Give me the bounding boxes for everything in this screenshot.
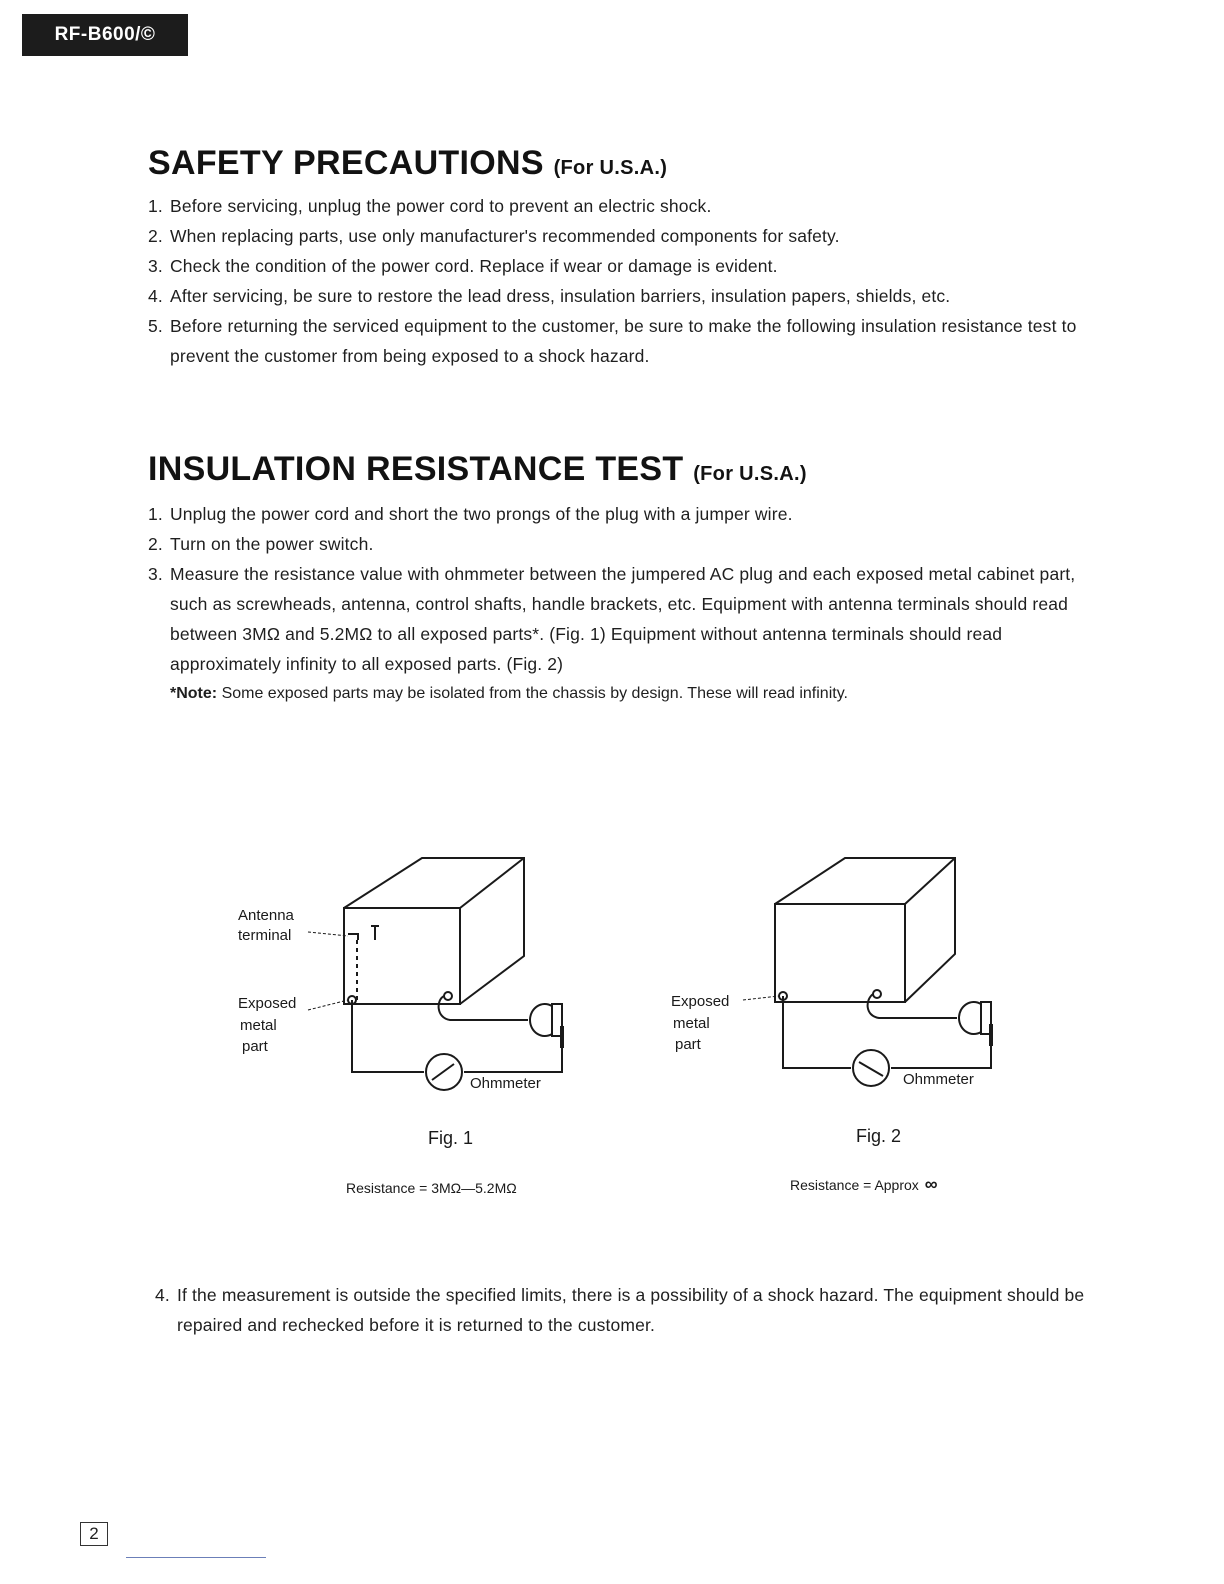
figure-1 — [230, 850, 590, 1110]
insulation-heading — [148, 450, 1098, 489]
list-item: 1. Unplug the power cord and short the two prongs of the plug with a jumper wire. — [148, 504, 793, 524]
safety-heading — [148, 144, 1098, 183]
fig1-exposed-label-1: Exposed — [238, 995, 297, 1012]
note — [148, 681, 1098, 707]
insulation-item-4 — [155, 1280, 1105, 1340]
safety-title: SAFETY PRECAUTIONS — [148, 144, 544, 182]
page-number: 2 — [80, 1522, 108, 1546]
cabinet-front — [775, 904, 905, 1002]
list-item: 4. After servicing, be sure to restore the lead dress, insulation barriers, insulation papers, shields, etc. — [148, 286, 951, 306]
fig1-diagram — [230, 850, 590, 1110]
fig2-exposed-label-1: Exposed — [671, 993, 730, 1010]
fig1-resistance: Resistance = 3MΩ—5.2MΩ — [346, 1180, 517, 1196]
list-item: 5. Before returning the serviced equipment to the customer, be sure to make the following insulation resistance test to prevent the customer from being exposed to a shock hazard. — [148, 316, 1077, 366]
insulation-section — [148, 450, 1098, 707]
fig2-resistance: Resistance = Approx — [790, 1177, 919, 1193]
insulation-title: INSULATION RESISTANCE TEST — [148, 450, 684, 488]
list-item: 3. Check the condition of the power cord. Replace if wear or damage is evident. — [148, 256, 778, 276]
cabinet-front — [344, 908, 460, 1004]
fig1-exposed-label-3: part — [242, 1038, 268, 1055]
note-text: Some exposed parts may be isolated from the chassis by design. These will read infinity. — [221, 685, 848, 702]
safety-section — [148, 144, 1098, 371]
note-label: *Note: — [170, 685, 218, 702]
safety-list — [148, 191, 1098, 371]
fig2-exposed-label-3: part — [675, 1036, 701, 1053]
fig2-ohmmeter-label: Ohmmeter — [903, 1071, 974, 1088]
fig1-ohmmeter-label: Ohmmeter — [470, 1075, 541, 1092]
fig2-diagram — [665, 850, 1025, 1110]
plug-icon — [530, 1004, 552, 1036]
insulation-list-continued — [155, 1280, 1105, 1340]
footer-rule — [126, 1557, 266, 1558]
list-item: 4. If the measurement is outside the specified limits, there is a possibility of a shock hazard. The equipment should be repaired and rechecked before it is returned to the customer. — [155, 1285, 1085, 1335]
list-item: 1. Before servicing, unplug the power cord to prevent an electric shock. — [148, 196, 712, 216]
insulation-list — [148, 499, 1098, 679]
model-tag: RF-B600/© — [22, 14, 188, 56]
fig2-resistance-row — [790, 1174, 938, 1195]
fig1-antenna-label-2: terminal — [238, 927, 292, 944]
list-item: 2. Turn on the power switch. — [148, 534, 374, 554]
fig1-exposed-label-2: metal — [240, 1017, 277, 1034]
list-item: 2. When replacing parts, use only manufacturer's recommended components for safety. — [148, 226, 840, 246]
plug-icon — [959, 1002, 981, 1034]
cabinet-outline — [775, 858, 955, 1002]
figure-2 — [665, 850, 1025, 1110]
fig1-antenna-label-1: Antenna — [238, 907, 294, 924]
fig2-exposed-label-2: metal — [673, 1015, 710, 1032]
infinity-symbol: ∞ — [924, 1174, 938, 1194]
safety-subtitle: (For U.S.A.) — [553, 157, 668, 179]
list-item: 3. Measure the resistance value with ohmmeter between the jumpered AC plug and each exposed metal cabinet part, such as screwheads, antenna, control shafts, handle brackets, etc. Equipment with antenna terminals should read between 3MΩ and 5.2MΩ to all exposed parts*. (Fig. 1) Equipment without antenna terminals should read approximately infinity to all exposed parts. (Fig. 2) — [148, 564, 1076, 674]
fig1-caption: Fig. 1 — [428, 1128, 474, 1148]
fig2-caption: Fig. 2 — [856, 1126, 902, 1146]
insulation-subtitle: (For U.S.A.) — [693, 463, 807, 485]
